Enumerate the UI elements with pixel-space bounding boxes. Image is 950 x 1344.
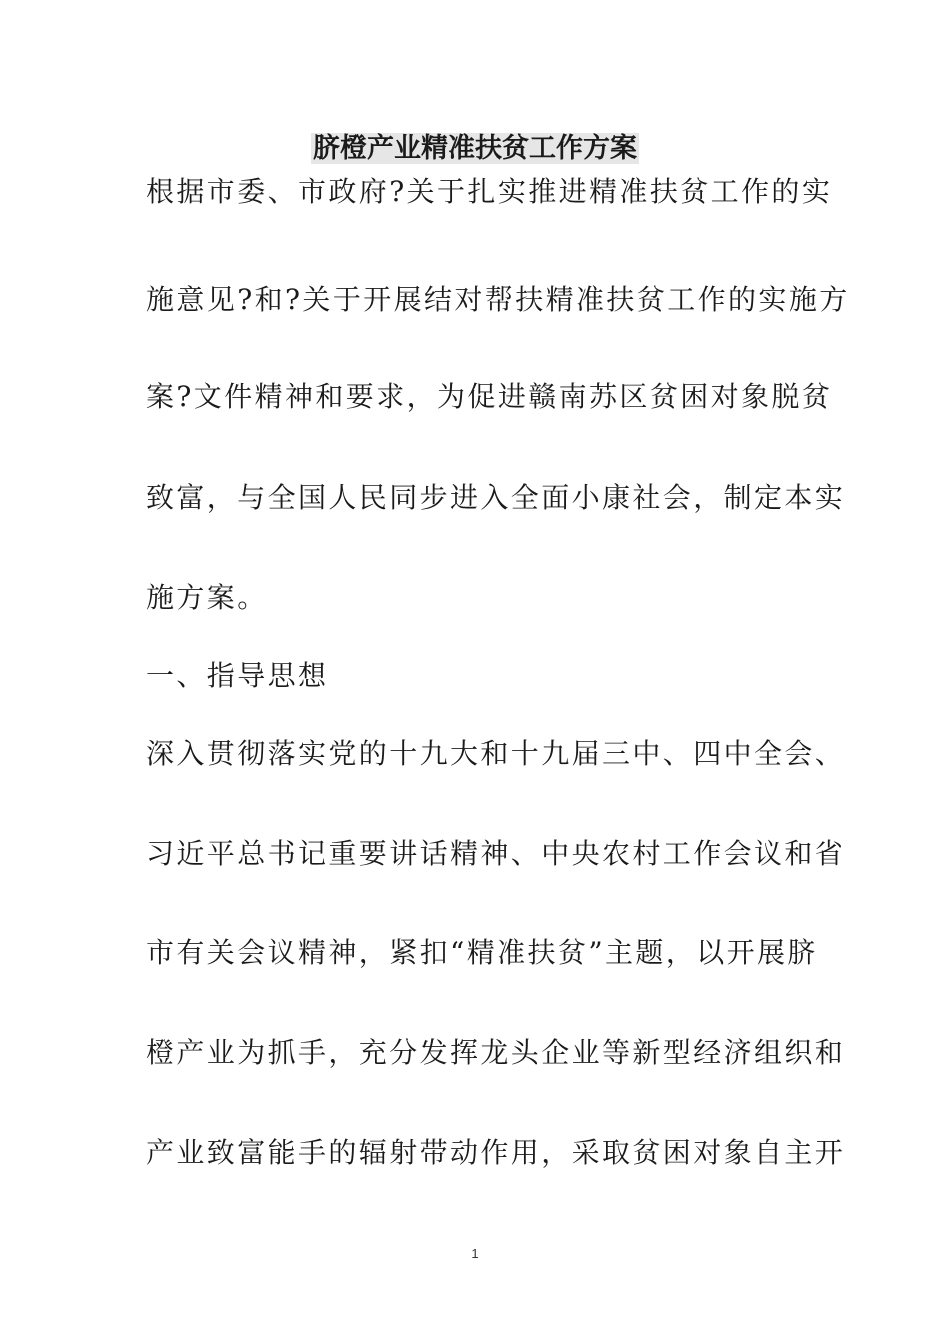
body-line: 施意见?和?关于开展结对帮扶精准扶贫工作的实施方: [146, 283, 850, 316]
body-line: 案?文件精神和要求，为促进赣南苏区贫困对象脱贫: [146, 380, 833, 413]
body-line: 橙产业为抓手，充分发挥龙头企业等新型经济组织和: [146, 1036, 846, 1069]
body-line: 根据市委、市政府?关于扎实推进精准扶贫工作的实: [146, 175, 833, 208]
page-number: 1: [471, 1246, 479, 1261]
document-title: [0, 131, 950, 167]
body-line: 深入贯彻落实党的十九大和十九届三中、四中全会、: [146, 737, 846, 770]
body-line: 习近平总书记重要讲话精神、中央农村工作会议和省: [146, 837, 846, 870]
title-text: 脐橙产业精准扶贫工作方案: [313, 133, 637, 164]
body-line: 施方案。: [146, 581, 268, 614]
body-line: 致富，与全国人民同步进入全面小康社会，制定本实: [146, 481, 846, 514]
section-heading: 一、指导思想: [146, 659, 329, 692]
body-line: 市有关会议精神，紧扣“精准扶贫”主题，以开展脐: [146, 936, 818, 969]
body-line: 产业致富能手的辐射带动作用，采取贫困对象自主开: [146, 1136, 846, 1169]
